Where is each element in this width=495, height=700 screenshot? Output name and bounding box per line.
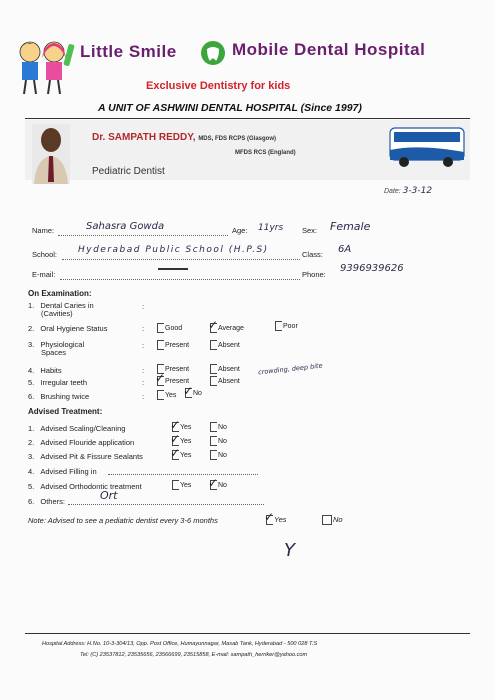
tick-mark-icon: ✓ bbox=[170, 418, 181, 432]
option-label: No bbox=[218, 481, 227, 489]
school-line bbox=[62, 259, 300, 260]
option-label: Poor bbox=[283, 322, 298, 330]
doctor-name bbox=[92, 132, 276, 143]
header-divider bbox=[25, 118, 470, 119]
footer-address: Hospital Address: H.No. 10-3-304/13, Opp. Post Office, Humayunnagar, Masab Tank, Hyderabad - 500 028 T.S bbox=[42, 641, 318, 647]
treatment-label: Advised Pit & Fissure Sealants bbox=[40, 452, 143, 461]
tick-mark-icon: ✓ bbox=[170, 432, 181, 446]
option-absent[interactable] bbox=[210, 364, 240, 374]
option-label: No bbox=[218, 423, 227, 431]
footer-contact: Tel: (C) 23537812, 23535656, 23566699, 23515858, E-mail: sampath_herriker@yahoo.com bbox=[80, 652, 308, 658]
option-label: Yes bbox=[180, 423, 192, 431]
treatment-num: 2. bbox=[28, 438, 35, 447]
option-good[interactable] bbox=[157, 323, 182, 333]
email-line bbox=[60, 279, 300, 280]
treatment-item-5 bbox=[28, 482, 142, 491]
option-present[interactable] bbox=[157, 340, 189, 350]
exam-item-3 bbox=[28, 341, 84, 357]
treatment-item-2 bbox=[28, 438, 134, 447]
checkbox[interactable] bbox=[210, 436, 217, 446]
option-yes[interactable] bbox=[157, 390, 176, 400]
treatment-item-6 bbox=[28, 497, 65, 506]
name-row bbox=[32, 226, 54, 235]
others-line bbox=[68, 504, 264, 505]
examination-heading: On Examination: bbox=[28, 289, 92, 298]
colon: : bbox=[142, 302, 145, 311]
colon: : bbox=[142, 341, 145, 350]
checkbox[interactable] bbox=[210, 422, 217, 432]
name-value: Sahasra Gowda bbox=[86, 221, 165, 232]
exam-num: 2. bbox=[28, 324, 35, 333]
treatment-heading: Advised Treatment: bbox=[28, 407, 103, 416]
option-label: Absent bbox=[218, 377, 240, 385]
colon: : bbox=[142, 392, 145, 401]
title-part2: Mobile Dental Hospital bbox=[232, 40, 426, 59]
age-label: Age: bbox=[232, 226, 248, 235]
treatment-label: Advised Filling in bbox=[40, 467, 97, 476]
exam-item-5 bbox=[28, 378, 87, 387]
treatment-item-3 bbox=[28, 452, 143, 461]
note-option-no[interactable] bbox=[322, 515, 343, 525]
option-label: Yes bbox=[165, 391, 177, 399]
exam-label: Oral Hygiene Status bbox=[40, 324, 108, 333]
option-no[interactable] bbox=[210, 436, 227, 446]
date-value: 3-3-12 bbox=[402, 186, 433, 196]
treatment-num: 3. bbox=[28, 452, 35, 461]
doctor-quals-2: MFDS RCS (England) bbox=[235, 150, 296, 156]
checkbox[interactable] bbox=[322, 515, 332, 525]
class-label: Class: bbox=[302, 250, 323, 259]
doctor-quals-1: MDS, FDS RCPS (Glasgow) bbox=[198, 136, 276, 142]
date-label: Date: bbox=[384, 188, 401, 195]
kids-logo bbox=[14, 38, 76, 96]
exam-label: Habits bbox=[40, 366, 62, 375]
exam-num: 5. bbox=[28, 378, 35, 387]
exam-item-4 bbox=[28, 366, 62, 375]
colon: : bbox=[142, 366, 145, 375]
option-label: No bbox=[218, 437, 227, 445]
signature: Y bbox=[284, 540, 295, 561]
treatment-num: 6. bbox=[28, 497, 35, 506]
exam-label: Brushing twice bbox=[40, 392, 90, 401]
tagline: Exclusive Dentistry for kids bbox=[146, 80, 291, 92]
option-label: Average bbox=[218, 324, 244, 332]
doctor-specialty: Pediatric Dentist bbox=[92, 166, 165, 177]
option-absent[interactable] bbox=[210, 340, 240, 350]
tick-mark-icon: ✓ bbox=[170, 446, 181, 460]
exam-label: Irregular teeth bbox=[40, 378, 88, 387]
option-no[interactable] bbox=[210, 422, 227, 432]
option-label: Present bbox=[165, 365, 190, 373]
exam-label: Physiological bbox=[40, 340, 85, 349]
treatment-label: Advised Flouride application bbox=[40, 438, 135, 447]
advice-note bbox=[28, 516, 218, 525]
class-value: 6A bbox=[338, 244, 352, 255]
email-scribble bbox=[158, 264, 188, 270]
checkbox[interactable] bbox=[172, 480, 179, 490]
irregular-note: crowding, deep bite bbox=[257, 361, 323, 377]
footer-divider bbox=[25, 633, 470, 634]
option-label: No bbox=[193, 389, 202, 397]
treatment-num: 5. bbox=[28, 482, 35, 491]
phone-value: 9396939626 bbox=[340, 263, 404, 274]
checkbox[interactable] bbox=[210, 340, 217, 350]
option-yes[interactable] bbox=[172, 480, 191, 490]
phone-label: Phone: bbox=[302, 270, 326, 279]
tooth-icon bbox=[200, 40, 226, 66]
email-label: E-mail: bbox=[32, 270, 56, 279]
checkbox[interactable] bbox=[275, 321, 282, 331]
option-label: Yes bbox=[274, 515, 287, 524]
others-value: Ort bbox=[100, 489, 118, 502]
exam-num: 4. bbox=[28, 366, 35, 375]
sex-label: Sex: bbox=[302, 226, 318, 235]
exam-label2: Spaces bbox=[41, 348, 67, 357]
tick-mark-icon: ✓ bbox=[183, 384, 194, 398]
exam-label2: (Cavities) bbox=[41, 309, 73, 318]
treatment-item-1 bbox=[28, 424, 125, 433]
treatment-label: Advised Orthodontic treatment bbox=[40, 482, 142, 491]
treatment-item-4 bbox=[28, 467, 97, 476]
treatment-num: 4. bbox=[28, 467, 35, 476]
option-label: Good bbox=[165, 324, 183, 332]
option-label: Yes bbox=[180, 437, 192, 445]
exam-label: Dental Caries in bbox=[40, 301, 94, 310]
checkbox[interactable] bbox=[210, 376, 217, 386]
checkbox[interactable] bbox=[157, 340, 164, 350]
name-label: Name: bbox=[32, 226, 55, 235]
option-label: Present bbox=[165, 341, 190, 349]
age-value: 11yrs bbox=[258, 223, 284, 233]
option-absent[interactable] bbox=[210, 376, 240, 386]
header-title bbox=[80, 42, 177, 62]
checkbox[interactable] bbox=[157, 323, 164, 333]
school-value: Hyderabad Public School (H.P.S) bbox=[78, 245, 269, 255]
tick-mark-icon: ✓ bbox=[155, 371, 166, 385]
option-no[interactable] bbox=[210, 450, 227, 460]
doctor-name-text: Dr. SAMPATH REDDY, bbox=[92, 132, 196, 143]
option-label: Present bbox=[165, 377, 190, 385]
option-label: Yes bbox=[180, 451, 192, 459]
title-part1: Little Smile bbox=[80, 42, 177, 61]
option-label: No bbox=[218, 451, 227, 459]
exam-item-2 bbox=[28, 324, 107, 333]
doctor-photo bbox=[32, 124, 70, 184]
exam-num: 1. bbox=[28, 301, 35, 310]
option-label: Absent bbox=[218, 341, 240, 349]
option-poor[interactable] bbox=[275, 321, 298, 331]
tick-mark-icon: ✓ bbox=[264, 510, 275, 524]
option-label: Yes bbox=[180, 481, 192, 489]
checkbox[interactable] bbox=[210, 450, 217, 460]
name-line bbox=[58, 235, 228, 236]
exam-num: 6. bbox=[28, 392, 35, 401]
treatment-label: Advised Scaling/Cleaning bbox=[40, 424, 126, 433]
colon: : bbox=[142, 378, 145, 387]
option-label: Absent bbox=[218, 365, 240, 373]
tick-mark-icon: ✓ bbox=[208, 318, 219, 332]
exam-item-1 bbox=[28, 302, 94, 318]
exam-item-6 bbox=[28, 392, 89, 401]
treatment-label: Others: bbox=[40, 497, 65, 506]
treatment-num: 1. bbox=[28, 424, 35, 433]
sex-value: Female bbox=[330, 220, 371, 233]
option-label: No bbox=[333, 515, 343, 524]
checkbox[interactable] bbox=[210, 364, 217, 374]
tick-mark-icon: ✓ bbox=[208, 476, 219, 490]
exam-num: 3. bbox=[28, 340, 35, 349]
school-label: School: bbox=[32, 250, 58, 259]
colon: : bbox=[142, 324, 145, 333]
date-field bbox=[384, 186, 432, 196]
unit-line: A UNIT OF ASHWINI DENTAL HOSPITAL (Since 1997) bbox=[98, 102, 362, 114]
filling-line bbox=[108, 474, 258, 475]
header-title-2 bbox=[232, 40, 425, 60]
bus-image bbox=[388, 122, 468, 172]
advice-note-text: Note: Advised to see a pediatric dentist every 3-6 months bbox=[28, 516, 218, 525]
checkbox[interactable] bbox=[157, 390, 164, 400]
